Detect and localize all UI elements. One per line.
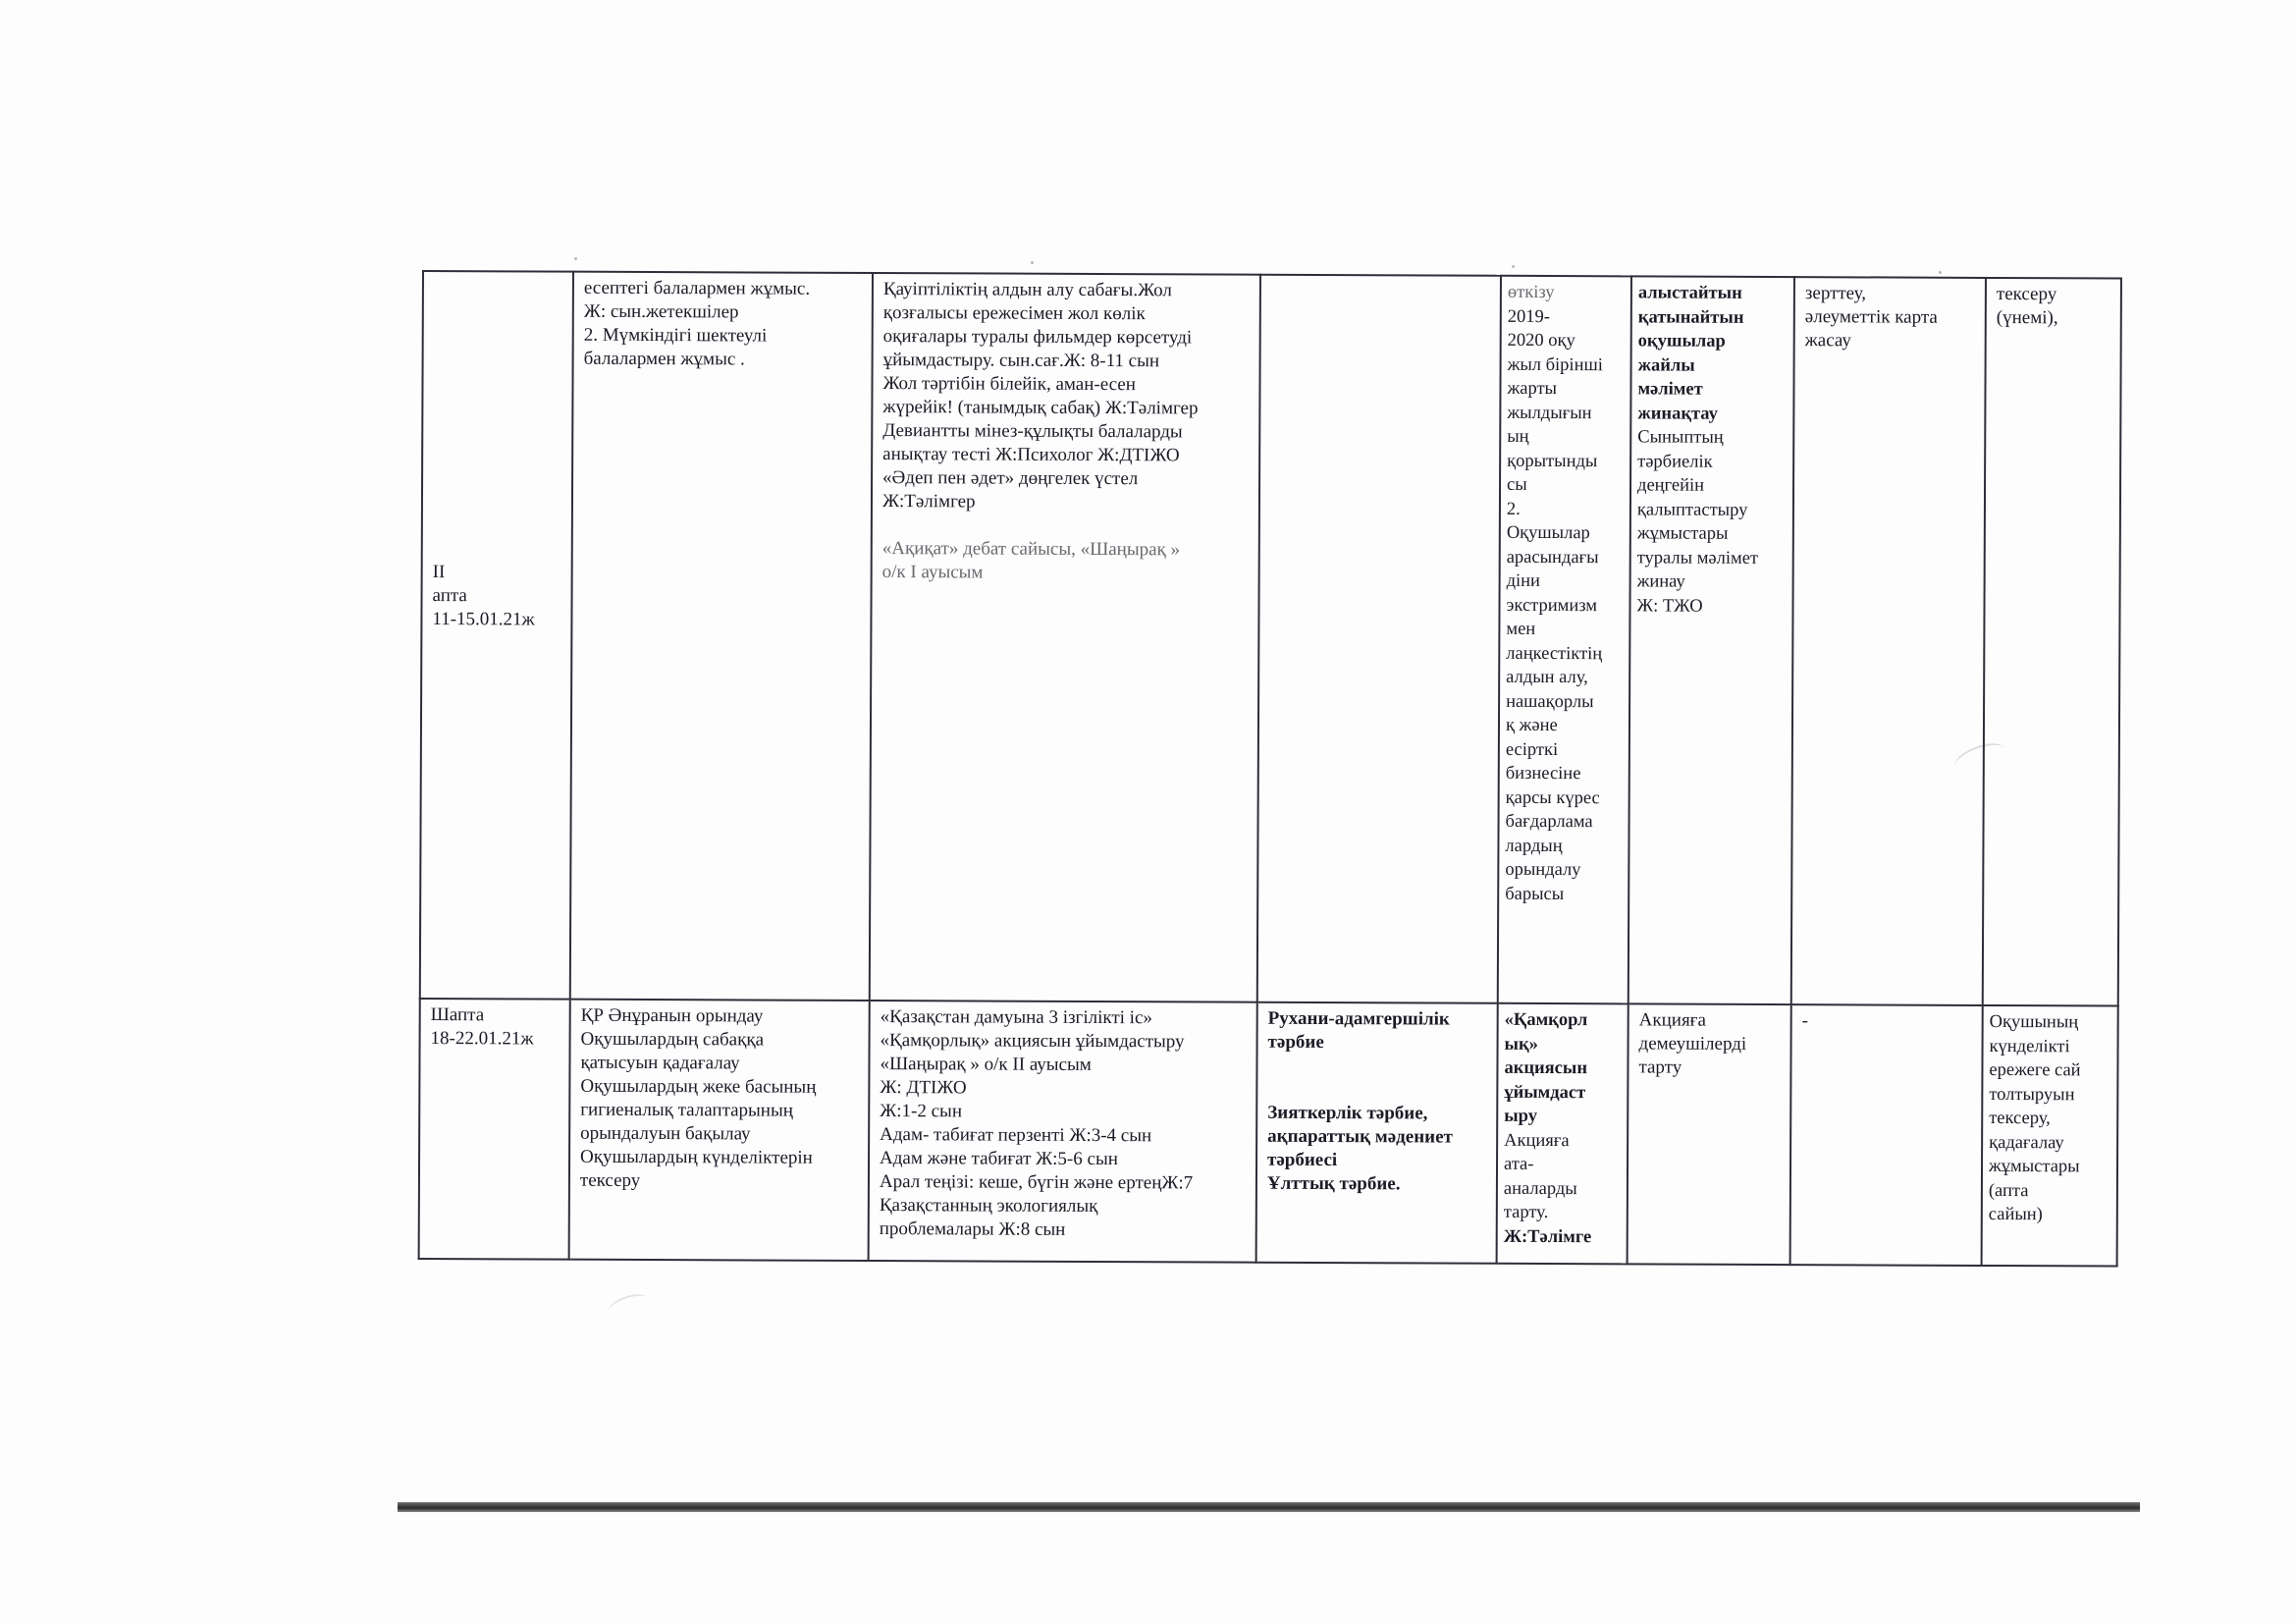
- cell-line: туралы мәлімет: [1636, 547, 1759, 568]
- cell-line: 2. Мүмкіндігі шектеулі: [583, 324, 768, 347]
- cell-line: гигиеналық талаптарының: [580, 1100, 793, 1122]
- scan-bottom-edge: [398, 1502, 2140, 1512]
- cell-line: тексеру,: [1989, 1109, 2051, 1129]
- cell-line: толтыруын: [1989, 1084, 2075, 1106]
- cell-line: Рухани-адамгершілік: [1267, 1008, 1450, 1031]
- cell-line: ұйымдастыру. сын.сағ.Ж: 8-11 сын: [882, 350, 1160, 372]
- cell-line: ақпараттық мәдениет: [1267, 1126, 1453, 1149]
- cell-line: Оқушылардың жеке басының: [580, 1076, 817, 1099]
- cell-line: Ж:1-2 сын: [880, 1101, 963, 1122]
- cell-line: сы: [1507, 474, 1527, 495]
- cell-line: қозғалысы ережесімен жол көлік: [882, 302, 1146, 325]
- cell-line: демеушілерді: [1638, 1033, 1747, 1056]
- research-cell: [1791, 277, 1986, 1005]
- cell-gap: [882, 514, 1251, 539]
- cell-line: деңгейін: [1637, 475, 1705, 496]
- cell-line: қатысуын қадағалау: [580, 1053, 740, 1074]
- control-cell: [1983, 278, 2121, 1006]
- cell-line: Адам- табиғат перзенті Ж:3-4 сын: [880, 1124, 1152, 1147]
- scan-speck: [1512, 265, 1515, 268]
- work-plan-table: [418, 270, 2122, 1268]
- week-label: апта: [432, 585, 467, 607]
- cell-line: Оқушылар: [1506, 522, 1590, 544]
- control-cell: [1982, 1005, 2118, 1266]
- cell-line: жайлы: [1637, 354, 1695, 376]
- cell-line: Сыныптың: [1637, 427, 1724, 448]
- meetings-cell: [1497, 1003, 1629, 1264]
- social-work-cell: [1629, 276, 1794, 1004]
- cell-line: жинақтау: [1637, 403, 1718, 424]
- events-cell: [869, 1001, 1257, 1262]
- scan-speck: [1939, 271, 1942, 274]
- cell-line: қорытынды: [1507, 451, 1598, 471]
- cell-line: өткізу: [1507, 282, 1555, 303]
- cell-line: мен: [1506, 619, 1536, 639]
- cell-line: тарту.: [1503, 1203, 1549, 1223]
- cell-line: жарты: [1507, 378, 1558, 400]
- cell-line: Адам және табиғат Ж:5-6 сын: [880, 1148, 1118, 1170]
- cell-line: орындалу: [1505, 859, 1581, 881]
- cell-line: аналарды: [1503, 1178, 1577, 1200]
- cell-line: Арал теңізі: кеше, бүгін және ертеңЖ:7: [879, 1171, 1194, 1194]
- cell-gap: [1267, 1055, 1488, 1079]
- social-work-cell: [1628, 1004, 1791, 1265]
- cell-line: ҚР Әнұранын орындау: [580, 1005, 764, 1027]
- research-cell: [1790, 1005, 1983, 1266]
- cell-line: ұйымдаст: [1504, 1082, 1586, 1104]
- cell-line: «Әдеп пен әдет» дөңгелек үстел: [882, 467, 1139, 490]
- scan-speck: [1031, 261, 1034, 264]
- cell-line: қадағалау: [1989, 1132, 2064, 1154]
- cell-line: қалыптастыру: [1636, 499, 1748, 520]
- cell-line: акциясын: [1504, 1058, 1588, 1079]
- cell-line: Акцияға: [1504, 1130, 1570, 1152]
- cell-line: ыру: [1504, 1107, 1538, 1127]
- cell-line: қ және: [1505, 715, 1558, 736]
- cell-line: экстримизм: [1506, 595, 1598, 616]
- cell-line: алыстайтын: [1637, 283, 1742, 303]
- cell-line: нашақорлы: [1506, 691, 1594, 712]
- individual-work-cell: [570, 272, 873, 1001]
- cell-line: жүрейік! (танымдық сабақ) Ж:Тәлімгер: [882, 397, 1199, 419]
- events-cell: [870, 273, 1260, 1002]
- week-dates: 18-22.01.21ж: [430, 1028, 534, 1050]
- cell-line: Оқушының: [1989, 1012, 2079, 1033]
- cell-line: Ж:Тәлімге: [1503, 1226, 1592, 1248]
- cell-line: 2019-: [1507, 306, 1551, 327]
- cell-line: есірткі: [1505, 739, 1559, 760]
- cell-line: жұмыстары: [1988, 1157, 2080, 1177]
- cell-line: сайын): [1988, 1205, 2043, 1225]
- cell-line: тексеру: [579, 1170, 641, 1192]
- cell-line: Девиантты мінез-құлықты балаларды: [882, 420, 1183, 443]
- cell-line: Қауіптіліктің алдын алу сабағы.Жол: [882, 279, 1172, 301]
- cell-line: балалармен жұмыс .: [583, 348, 745, 370]
- cell-line: ережеге сай: [1989, 1060, 2081, 1081]
- faint-scribble-mark: [608, 1290, 650, 1318]
- week-dates: 11-15.01.21ж: [432, 609, 535, 630]
- cell-line: Ұлттық тәрбие.: [1266, 1173, 1401, 1195]
- cell-line: жұмыстары: [1636, 523, 1729, 544]
- cell-line: қатынайтын: [1637, 306, 1744, 328]
- cell-line: тәрбие: [1267, 1032, 1324, 1054]
- cell-line: жылдығын: [1507, 403, 1592, 423]
- cell-line: әлеуметтік карта: [1804, 306, 1938, 328]
- cell-line: Ж: ТЖО: [1636, 595, 1703, 617]
- cell-line: жинау: [1636, 571, 1685, 592]
- table-row: [419, 999, 2118, 1266]
- cell-line: есептегі балалармен жұмыс.: [583, 277, 811, 299]
- cell-line: зерттеу,: [1804, 283, 1867, 304]
- week-label: Шапта: [430, 1004, 485, 1026]
- cell-line: Жол тәртібін білейік, аман-есен: [882, 373, 1136, 396]
- cell-line: тарту: [1638, 1056, 1682, 1079]
- cell-gap: [1267, 1078, 1488, 1103]
- cell-line: «Қамқорл: [1504, 1010, 1588, 1031]
- cell-line: орындалуын бақылау: [580, 1123, 751, 1145]
- cell-line: -: [1801, 1010, 1809, 1032]
- cell-line: Зияткерлік тәрбие,: [1267, 1103, 1428, 1124]
- cell-line: мәлімет: [1637, 379, 1703, 400]
- upbringing-direction-cell: [1257, 275, 1501, 1004]
- cell-line: күнделікті: [1989, 1036, 2070, 1057]
- cell-line: 2.: [1506, 499, 1521, 519]
- cell-line: ық»: [1504, 1034, 1538, 1055]
- cell-line: Ж:Тәлімгер: [881, 491, 976, 513]
- cell-line: алдын алу,: [1506, 667, 1588, 688]
- cell-line: Ж: ДТІЖО: [880, 1077, 967, 1099]
- cell-line: арасындағы: [1506, 547, 1599, 568]
- cell-line: Ж: сын.жетекшілер: [583, 300, 739, 323]
- cell-line: лардың: [1505, 836, 1563, 856]
- cell-line: Оқушылардың күнделіктерін: [580, 1147, 813, 1169]
- cell-line: жасау: [1804, 330, 1851, 352]
- cell-line: Қазақстанның экологиялық: [879, 1195, 1098, 1218]
- cell-line: діни: [1506, 570, 1541, 591]
- cell-line: проблемалары Ж:8 сын: [879, 1218, 1066, 1241]
- table-row: [420, 271, 2121, 1006]
- cell-line: тәрбиелік: [1637, 451, 1713, 472]
- cell-line: тәрбиесі: [1267, 1150, 1338, 1171]
- cell-line: 2020 оқу: [1507, 330, 1575, 352]
- scan-speck: [574, 257, 577, 260]
- cell-line: бизнесіне: [1505, 763, 1581, 785]
- cell-line: оқушылар: [1637, 331, 1726, 352]
- cell-line: о/к I ауысым: [881, 562, 984, 583]
- cell-line: оқиғалары туралы фильмдер көрсетуді: [882, 326, 1193, 349]
- cell-line: қарсы күрес: [1505, 787, 1600, 808]
- cell-line: (апта: [1988, 1180, 2029, 1202]
- cell-line: бағдарлама: [1505, 811, 1593, 833]
- week-cell: [419, 999, 570, 1259]
- cell-line: (үнемі),: [1996, 306, 2058, 329]
- cell-line: тексеру: [1996, 283, 2057, 305]
- cell-line: «Шаңырақ » о/к II ауысым: [880, 1054, 1092, 1076]
- cell-line: барысы: [1505, 884, 1565, 904]
- week-label: II: [432, 562, 446, 583]
- cell-line: «Қазақстан дамуына 3 ізгілікті іс»: [880, 1006, 1152, 1029]
- cell-line: жыл бірінші: [1507, 354, 1603, 375]
- week-cell: [420, 271, 573, 1000]
- meetings-cell: [1498, 276, 1631, 1004]
- cell-line: Оқушылардың сабаққа: [580, 1029, 765, 1051]
- cell-line: «Ақиқат» дебат сайысы, «Шаңырақ »: [881, 538, 1181, 561]
- cell-line: Акцияға: [1638, 1009, 1706, 1032]
- cell-line: «Қамқорлық» акциясын ұйымдастыру: [880, 1030, 1185, 1053]
- cell-line: анықтау тесті Ж:Психолог Ж:ДТІЖО: [882, 444, 1180, 466]
- upbringing-direction-cell: [1256, 1002, 1498, 1264]
- cell-line: лаңкестіктің: [1506, 643, 1603, 664]
- individual-work-cell: [569, 1000, 870, 1261]
- cell-line: ата-: [1503, 1155, 1534, 1175]
- cell-line: ың: [1507, 426, 1529, 447]
